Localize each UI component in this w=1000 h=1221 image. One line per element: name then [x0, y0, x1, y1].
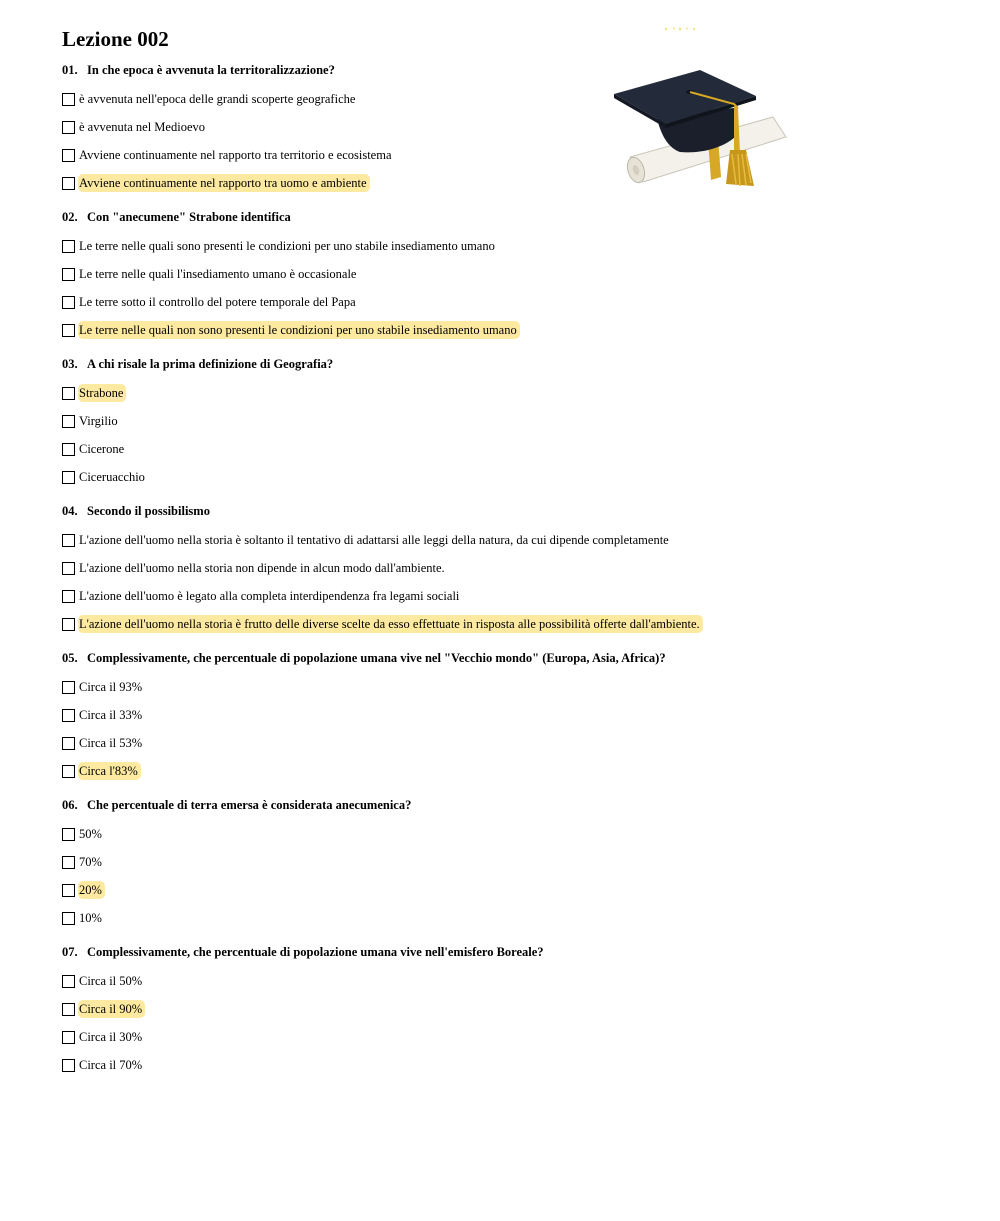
- answer-option[interactable]: [62, 435, 962, 463]
- answer-option[interactable]: [62, 729, 962, 757]
- answer-text: Circa il 33%: [79, 708, 143, 722]
- question-text: In che epoca è avvenuta la territoralizzazione?: [87, 63, 335, 77]
- question-block: [62, 208, 962, 355]
- answer-option-correct[interactable]: [62, 876, 962, 904]
- question-header: [62, 796, 962, 814]
- answer-checkbox[interactable]: [62, 471, 75, 484]
- question-number: 03.: [62, 357, 78, 371]
- question-block: [62, 943, 962, 1090]
- question-text: Complessivamente, che percentuale di popolazione umana vive nel "Vecchio mondo" (Europa, Asia, Africa)?: [87, 651, 666, 665]
- question-number: 02.: [62, 210, 78, 224]
- question-block: [62, 796, 962, 943]
- answer-checkbox[interactable]: [62, 240, 75, 253]
- question-text: Con "anecumene" Strabone identifica: [87, 210, 291, 224]
- answer-option[interactable]: [62, 554, 962, 582]
- answer-option[interactable]: [62, 701, 962, 729]
- answer-checkbox[interactable]: [62, 93, 75, 106]
- answer-option[interactable]: [62, 1023, 962, 1051]
- answer-checkbox[interactable]: [62, 177, 75, 190]
- answer-text: Le terre nelle quali non sono presenti le condizioni per uno stabile insediamento umano: [78, 321, 520, 339]
- answer-checkbox[interactable]: [62, 443, 75, 456]
- question-spacer: [62, 638, 962, 649]
- answer-option-correct[interactable]: [62, 757, 962, 785]
- answer-option[interactable]: [62, 526, 962, 554]
- answer-checkbox[interactable]: [62, 296, 75, 309]
- answer-text: Circa il 30%: [79, 1030, 143, 1044]
- question-text: Complessivamente, che percentuale di popolazione umana vive nell'emisfero Boreale?: [87, 945, 544, 959]
- question-text: Secondo il possibilismo: [87, 504, 210, 518]
- answer-text: Circa il 90%: [78, 1000, 145, 1018]
- question-block: [62, 649, 962, 796]
- answer-text: Le terre nelle quali l'insediamento umano è occasionale: [79, 267, 357, 281]
- answer-checkbox[interactable]: [62, 828, 75, 841]
- answer-text: 50%: [79, 827, 102, 841]
- question-header: [62, 355, 962, 373]
- answer-option[interactable]: [62, 967, 962, 995]
- answer-text: L'azione dell'uomo è legato alla completa interdipendenza fra legami sociali: [79, 589, 460, 603]
- answer-checkbox[interactable]: [62, 268, 75, 281]
- question-block: [62, 502, 962, 649]
- answer-option[interactable]: [62, 232, 962, 260]
- document-page: [62, 26, 962, 1090]
- question-list: [62, 61, 962, 1090]
- answer-checkbox[interactable]: [62, 1003, 75, 1016]
- question-spacer: [62, 932, 962, 943]
- question-spacer: [62, 197, 962, 208]
- answer-checkbox[interactable]: [62, 856, 75, 869]
- lesson-title: Lezione 002: [62, 27, 169, 51]
- answer-option-correct[interactable]: [62, 610, 962, 638]
- question-number: 04.: [62, 504, 78, 518]
- answer-checkbox[interactable]: [62, 590, 75, 603]
- answer-option[interactable]: [62, 288, 962, 316]
- answer-text: Ciceruacchio: [79, 470, 145, 484]
- answer-text: Avviene continuamente nel rapporto tra uomo e ambiente: [78, 174, 370, 192]
- answer-checkbox[interactable]: [62, 975, 75, 988]
- answer-checkbox[interactable]: [62, 912, 75, 925]
- answer-text: è avvenuta nell'epoca delle grandi scoperte geografiche: [79, 92, 356, 106]
- answer-checkbox[interactable]: [62, 324, 75, 337]
- answer-checkbox[interactable]: [62, 765, 75, 778]
- graduation-cap-icon: [608, 62, 798, 192]
- answer-text: L'azione dell'uomo nella storia non dipende in alcun modo dall'ambiente.: [79, 561, 445, 575]
- answer-option-correct[interactable]: [62, 379, 962, 407]
- answer-option[interactable]: [62, 673, 962, 701]
- question-spacer: [62, 344, 962, 355]
- answer-text: 70%: [79, 855, 102, 869]
- answer-text: Circa il 93%: [79, 680, 143, 694]
- answer-text: Cicerone: [79, 442, 125, 456]
- answer-option[interactable]: [62, 582, 962, 610]
- answer-option[interactable]: [62, 141, 962, 169]
- answer-checkbox[interactable]: [62, 1059, 75, 1072]
- answer-checkbox[interactable]: [62, 534, 75, 547]
- answer-option[interactable]: [62, 113, 962, 141]
- answer-checkbox[interactable]: [62, 562, 75, 575]
- answer-checkbox[interactable]: [62, 415, 75, 428]
- answer-option[interactable]: [62, 904, 962, 932]
- answer-text: Circa il 70%: [79, 1058, 143, 1072]
- answer-text: Virgilio: [79, 414, 118, 428]
- sparkle-decoration: [660, 26, 700, 32]
- answer-text: 20%: [78, 881, 105, 899]
- answer-checkbox[interactable]: [62, 121, 75, 134]
- question-number: 07.: [62, 945, 78, 959]
- answer-checkbox[interactable]: [62, 1031, 75, 1044]
- question-header: [62, 943, 962, 961]
- answer-text: 10%: [79, 911, 102, 925]
- question-number: 01.: [62, 63, 78, 77]
- answer-text: Strabone: [78, 384, 126, 402]
- answer-option[interactable]: [62, 85, 962, 113]
- answer-text: L'azione dell'uomo nella storia è soltanto il tentativo di adattarsi alle leggi della natura, da cui dipende completamente: [79, 533, 669, 547]
- answer-option[interactable]: [62, 407, 962, 435]
- question-spacer: [62, 491, 962, 502]
- answer-option[interactable]: [62, 260, 962, 288]
- answer-option-correct[interactable]: [62, 316, 962, 344]
- answer-checkbox[interactable]: [62, 387, 75, 400]
- question-header: [62, 502, 962, 520]
- answer-text: L'azione dell'uomo nella storia è frutto delle diverse scelte da esso effettuate in risposta alle possibilità offerte dall'ambiente.: [78, 615, 703, 633]
- question-spacer: [62, 785, 962, 796]
- answer-option-correct[interactable]: [62, 169, 962, 197]
- question-number: 06.: [62, 798, 78, 812]
- question-header: [62, 208, 962, 226]
- answer-text: Le terre nelle quali sono presenti le condizioni per uno stabile insediamento umano: [79, 239, 495, 253]
- question-spacer: [62, 1079, 962, 1090]
- answer-option[interactable]: [62, 848, 962, 876]
- answer-checkbox[interactable]: [62, 884, 75, 897]
- answer-text: è avvenuta nel Medioevo: [79, 120, 205, 134]
- question-block: [62, 355, 962, 502]
- answer-checkbox[interactable]: [62, 618, 75, 631]
- question-header: [62, 61, 962, 79]
- answer-text: Circa il 53%: [79, 736, 143, 750]
- answer-checkbox[interactable]: [62, 709, 75, 722]
- question-number: 05.: [62, 651, 78, 665]
- answer-option[interactable]: [62, 1051, 962, 1079]
- answer-checkbox[interactable]: [62, 681, 75, 694]
- question-text: A chi risale la prima definizione di Geografia?: [87, 357, 334, 371]
- answer-text: Avviene continuamente nel rapporto tra territorio e ecosistema: [79, 148, 392, 162]
- question-header: [62, 649, 962, 667]
- answer-checkbox[interactable]: [62, 737, 75, 750]
- question-text: Che percentuale di terra emersa è considerata anecumenica?: [87, 798, 412, 812]
- answer-option[interactable]: [62, 820, 962, 848]
- answer-checkbox[interactable]: [62, 149, 75, 162]
- answer-text: Le terre sotto il controllo del potere temporale del Papa: [79, 295, 356, 309]
- answer-option-correct[interactable]: [62, 995, 962, 1023]
- answer-text: Circa il 50%: [79, 974, 143, 988]
- answer-text: Circa l'83%: [78, 762, 141, 780]
- answer-option[interactable]: [62, 463, 962, 491]
- question-block: [62, 61, 962, 208]
